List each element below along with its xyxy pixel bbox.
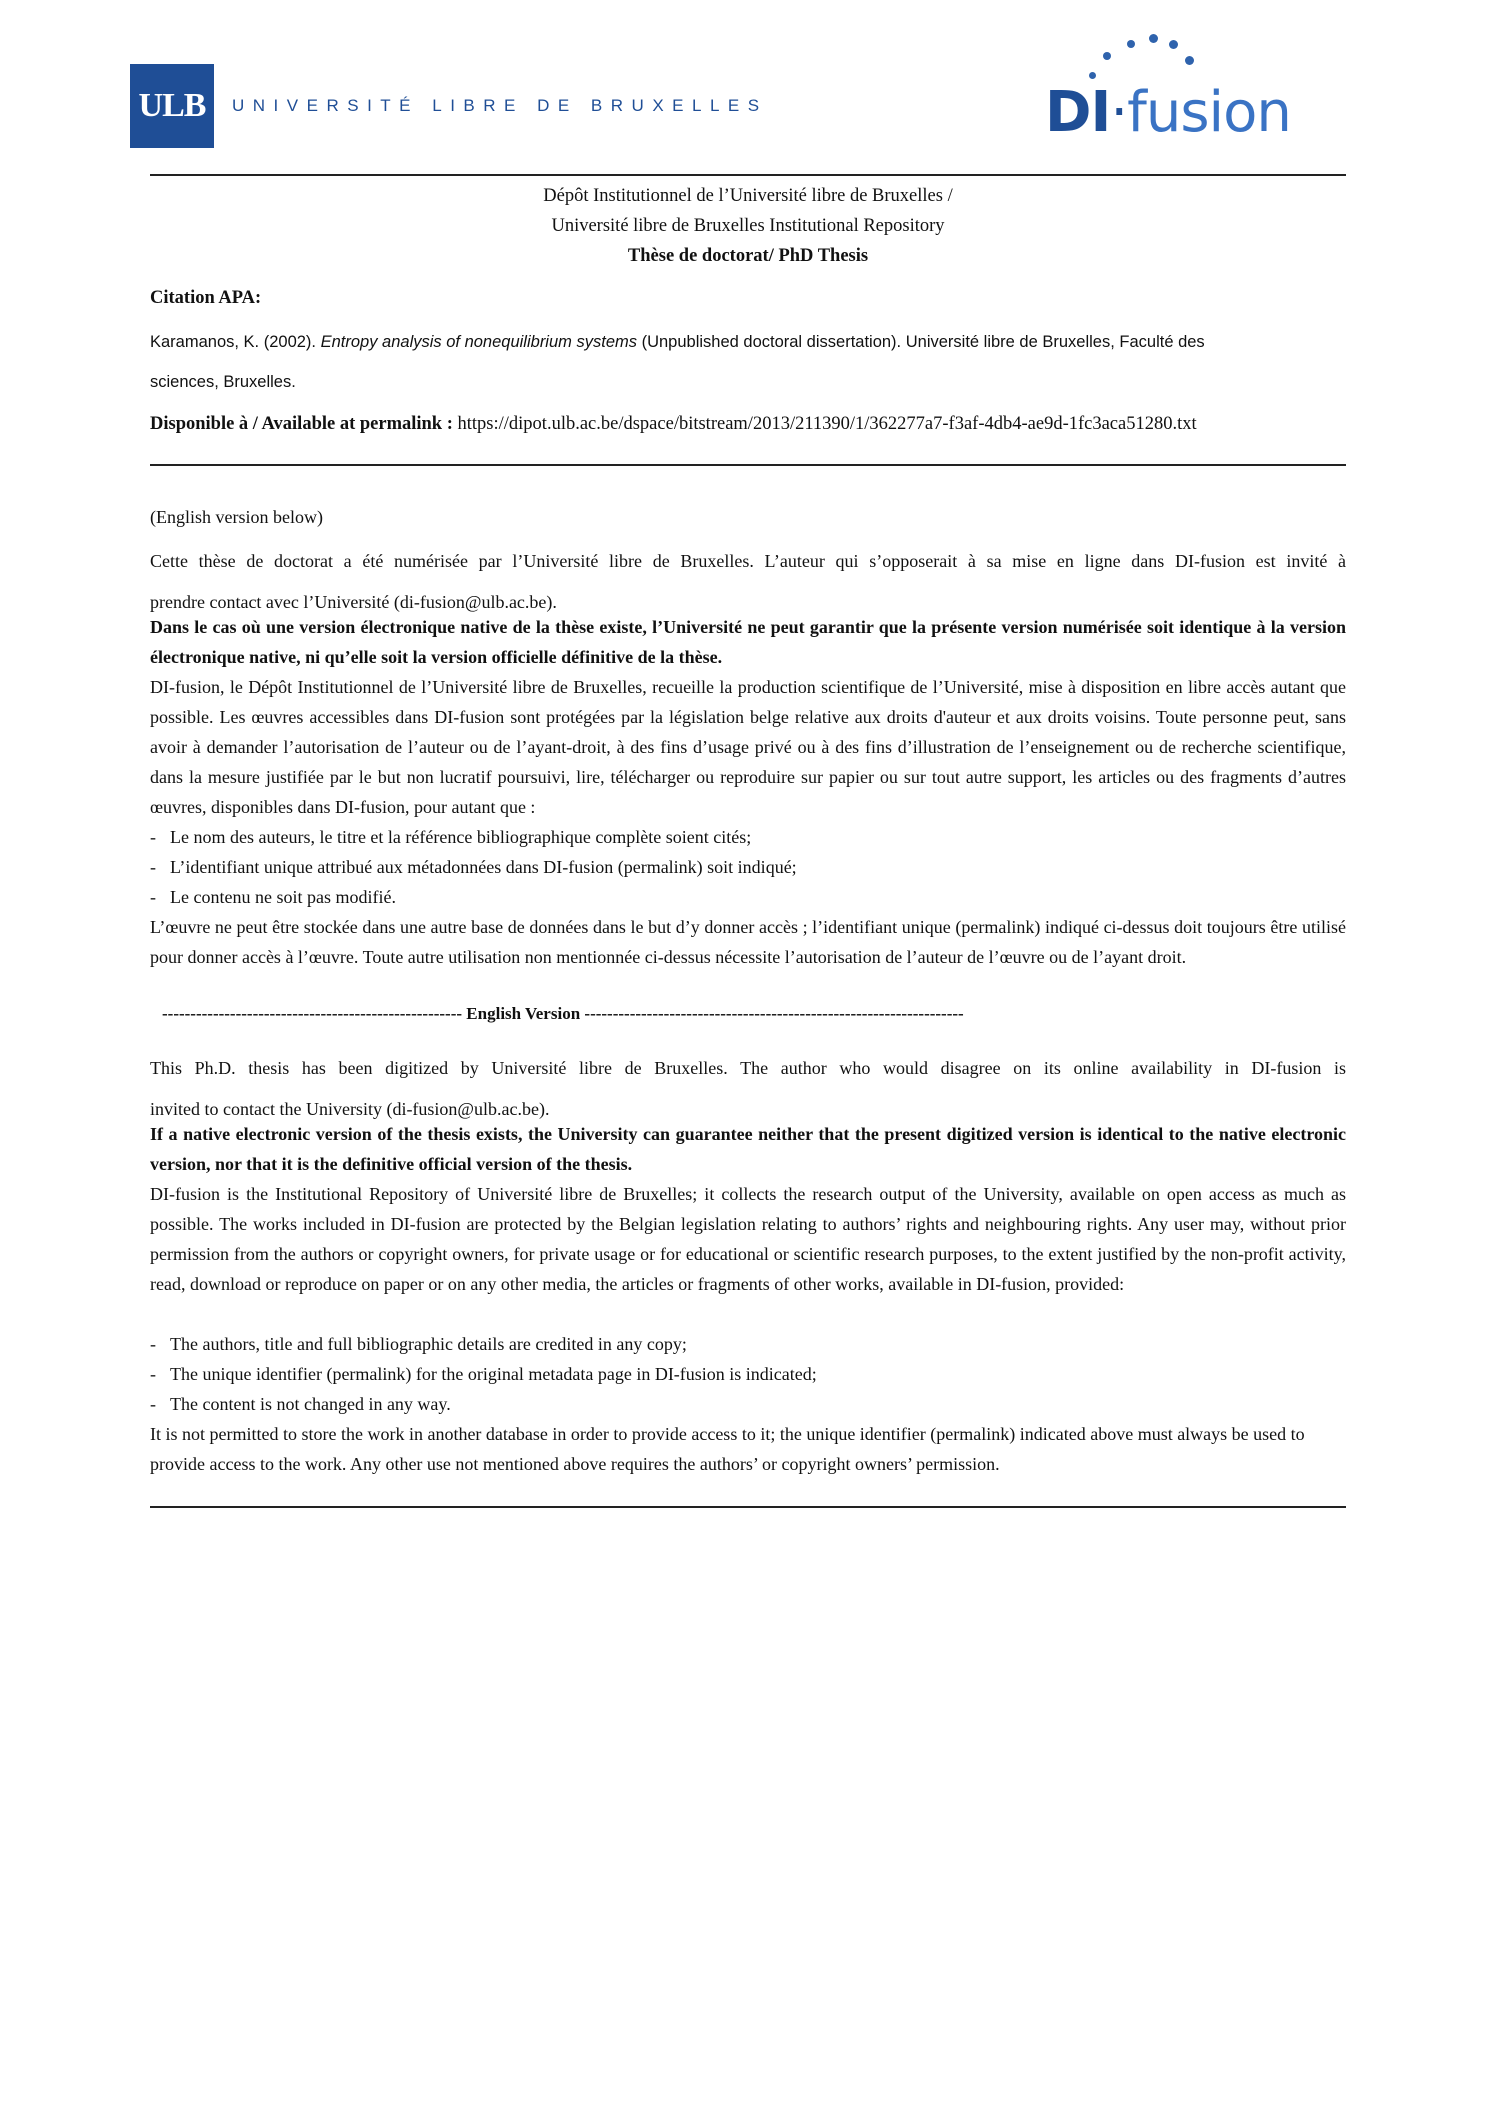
permalink-label: Disponible à / Available at permalink : [150, 414, 453, 434]
citation-label: Citation APA: [150, 288, 262, 308]
french-disclaimer: Dans le cas où une version électronique native de la thèse existe, l’Université ne peut garantir que la présente version numérisée soit identique à la version électronique native, ni qu’elle soit la version officielle définitive de la thèse. [150, 617, 1346, 667]
citation-title: Entropy analysis of nonequilibrium systems [320, 333, 637, 351]
logo-dot [1127, 40, 1135, 48]
list-item-text: The unique identifier (permalink) for the original metadata page in DI-fusion is indicated; [170, 1364, 817, 1384]
english-rights-paragraph: DI-fusion is the Institutional Repository of Université libre de Bruxelles; it collects the research output of the University, available on open access as much as possible. The works included in DI-fusion are protected by the Belgian legislation relating to authors’ rights and neighbouring rights. Any user may, without prior permission from the authors or copyright owners, for private usage or for educational or scientific research purposes, to the extent justified by the non-profit activity, read, download or reproduce on paper or on any other media, the articles or fragments of other works, available in DI-fusion, provided: [150, 1184, 1346, 1294]
english-intro-line1: This Ph.D. thesis has been digitized by Université libre de Bruxelles. The author who would disagree on its online availability in DI-fusion is [150, 1058, 1346, 1078]
difusion-wordmark-di: DI [1045, 80, 1111, 145]
list-item: - The content is not changed in any way. [150, 1394, 451, 1414]
logo-dot [1089, 72, 1096, 79]
french-intro [150, 541, 1346, 623]
english-intro [150, 1048, 1346, 1130]
english-version-note: (English version below) [150, 507, 323, 527]
separator-label: English Version [462, 1004, 585, 1023]
bottom-divider [150, 1506, 1346, 1508]
list-item: - The unique identifier (permalink) for the original metadata page in DI-fusion is indicated; [150, 1364, 817, 1384]
ulb-logo-wordmark: UNIVERSITÉ LIBRE DE BRUXELLES [232, 96, 768, 115]
document-type: Thèse de doctorat/ PhD Thesis [627, 246, 869, 266]
list-item: - L’identifiant unique attribué aux métadonnées dans DI-fusion (permalink) soit indiqué; [150, 857, 797, 877]
top-divider [150, 174, 1346, 176]
citation-authors: Karamanos, K. (2002). [150, 333, 321, 351]
repository-title-en: Université libre de Bruxelles Institutional Repository [551, 216, 945, 236]
french-rights-paragraph: DI-fusion, le Dépôt Institutionnel de l’Université libre de Bruxelles, recueille la production scientifique de l’Université, mise à disposition en libre accès autant que possible. Les œuvres accessibles dans DI-fusion sont protégées par la législation belge relative aux droits d'auteur et aux droits voisins. Toute personne peut, sans avoir à demander l’autorisation de l’auteur ou de l’ayant-droit, à des fins d’usage privé ou à des fins d’illustration de l’enseignement ou de recherche scientifique, dans la mesure justifiée par le but non lucratif poursuivi, lire, télécharger ou reproduire sur papier ou sur tout autre support, les articles ou des fragments d’autres œuvres, disponibles dans DI-fusion, pour autant que : [150, 677, 1346, 817]
difusion-wordmark-dot: · [1110, 80, 1128, 145]
difusion-wordmark [1045, 80, 1291, 145]
english-intro-line2: invited to contact the University (di-fusion@ulb.ac.be). [150, 1099, 550, 1119]
difusion-wordmark-fusion: fusion [1127, 80, 1291, 145]
english-conditions-list [150, 1329, 1346, 1419]
permalink-line [150, 414, 1346, 435]
list-item-text: Le nom des auteurs, le titre et la référence bibliographique complète soient cités; [170, 827, 752, 847]
logo-dot [1169, 40, 1178, 49]
english-disclaimer: If a native electronic version of the thesis exists, the University can guarantee neither that the present digitized version is identical to the native electronic version, nor that it is the definitive official version of the thesis. [150, 1124, 1346, 1174]
logo-dot [1149, 34, 1158, 43]
permalink-url[interactable]: https://dipot.ulb.ac.be/dspace/bitstream/2013/211390/1/362277a7-f3af-4db4-ae9d-1fc3aca51280.txt [452, 414, 1197, 434]
citation-text [150, 322, 1346, 402]
french-conditions-list [150, 822, 1346, 912]
citation-details: (Unpublished doctoral dissertation). Université libre de Bruxelles, Faculté des [637, 333, 1205, 351]
citation-details-cont: sciences, Bruxelles. [150, 373, 296, 391]
list-item-text: L’identifiant unique attribué aux métadonnées dans DI-fusion (permalink) soit indiqué; [170, 857, 797, 877]
logo-dot [1185, 56, 1194, 65]
list-item: - Le contenu ne soit pas modifié. [150, 887, 396, 907]
difusion-logo [1045, 30, 1291, 150]
list-item-text: The authors, title and full bibliographic details are credited in any copy; [170, 1334, 687, 1354]
english-storage-paragraph: It is not permitted to store the work in another database in order to provide access to it; the unique identifier (permalink) indicated above must always be used to provide access to the work. Any other use not mentioned above requires the authors’ or copyright owners’ permission. [150, 1424, 1305, 1474]
ulb-logo-box: ULB [130, 64, 214, 148]
list-item-text: Le contenu ne soit pas modifié. [170, 887, 396, 907]
french-storage-paragraph: L’œuvre ne peut être stockée dans une autre base de données dans le but d’y donner accès ; l’identifiant unique (permalink) indiqué ci-dessus doit toujours être utilisé pour donner accès à l’œuvre. Toute autre utilisation non mentionnée ci-dessus nécessite l’autorisation de l’auteur de l’œuvre ou de l’ayant droit. [150, 917, 1346, 967]
header-divider [150, 464, 1346, 466]
french-intro-line2: prendre contact avec l’Université (di-fusion@ulb.ac.be). [150, 592, 557, 612]
list-item-text: The content is not changed in any way. [170, 1394, 451, 1414]
logo-dot [1103, 52, 1111, 60]
repository-title-fr: Dépôt Institutionnel de l’Université libre de Bruxelles / [543, 186, 953, 206]
english-version-separator [150, 1004, 1346, 1024]
french-intro-line1: Cette thèse de doctorat a été numérisée par l’Université libre de Bruxelles. L’auteur qui s’opposerait à sa mise en ligne dans DI-fusion est invité à [150, 551, 1346, 571]
list-item: - Le nom des auteurs, le titre et la référence bibliographique complète soient cités; [150, 827, 752, 847]
separator-dashes-left: ----------------------------------------------------- [162, 1004, 463, 1023]
list-item: - The authors, title and full bibliographic details are credited in any copy; [150, 1334, 687, 1354]
ulb-logo [130, 64, 768, 148]
separator-dashes-right: ------------------------------------------------------------------- [584, 1004, 964, 1023]
